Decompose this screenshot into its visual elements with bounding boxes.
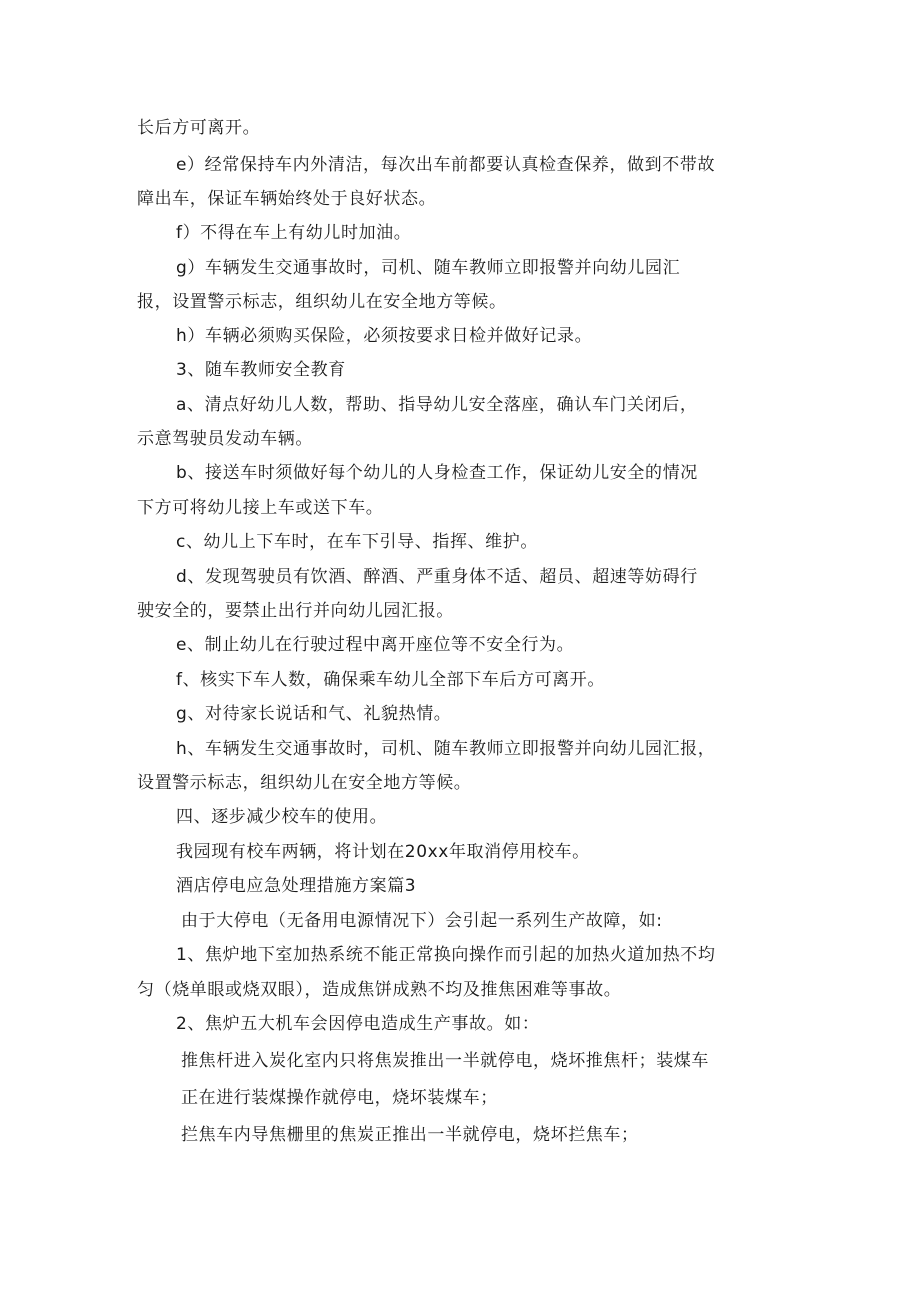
text-line: 驶安全的，要禁止出行并向幼儿园汇报。	[137, 601, 454, 621]
section-heading: 酒店停电应急处理措施方案篇3	[176, 876, 417, 896]
text-line: c、幼儿上下车时，在车下引导、指挥、维护。	[176, 532, 538, 552]
text-line: g）车辆发生交通事故时，司机、随车教师立即报警并向幼儿园汇	[176, 258, 681, 278]
text-line: 推焦杆进入炭化室内只将焦炭推出一半就停电，烧坏推焦杆；装煤车	[181, 1051, 709, 1071]
text-line: 由于大停电（无备用电源情况下）会引起一系列生产故障，如:	[181, 911, 663, 931]
text-line: f）不得在车上有幼儿时加油。	[176, 223, 412, 243]
text-line: 2、焦炉五大机车会因停电造成生产事故。如：	[176, 1014, 540, 1034]
text-line: d、发现驾驶员有饮酒、醉酒、严重身体不适、超员、超速等妨碍行	[176, 567, 698, 587]
text-line: 拦焦车内导焦栅里的焦炭正推出一半就停电，烧坏拦焦车；	[181, 1125, 639, 1145]
text-line: 1、焦炉地下室加热系统不能正常换向操作而引起的加热火道加热不均	[176, 945, 716, 965]
text-line: e、制止幼儿在行驶过程中离开座位等不安全行为。	[176, 635, 575, 655]
text-line: 示意驾驶员发动车辆。	[137, 429, 313, 449]
text-line: 匀（烧单眼或烧双眼），造成焦饼成熟不均及推焦困难等事故。	[137, 980, 622, 1000]
text-line: h）车辆必须购买保险，必须按要求日检并做好记录。	[176, 326, 593, 346]
text-line: b、接送车时须做好每个幼儿的人身检查工作，保证幼儿安全的情况	[176, 463, 698, 483]
text-line: h、车辆发生交通事故时，司机、随车教师立即报警并向幼儿园汇报，	[176, 739, 716, 759]
text-line: g、对待家长说话和气、礼貌热情。	[176, 704, 452, 724]
text-line: 正在进行装煤操作就停电，烧坏装煤车；	[181, 1088, 498, 1108]
text-line: a、清点好幼儿人数，帮助、指导幼儿安全落座，确认车门关闭后，	[176, 395, 698, 415]
text-line: 障出车，保证车辆始终处于良好状态。	[137, 189, 437, 209]
text-line: 设置警示标志，组织幼儿在安全地方等候。	[137, 773, 472, 793]
text-line: f、核实下车人数，确保乘车幼儿全部下车后方可离开。	[176, 670, 605, 690]
text-line: 3、随车教师安全教育	[176, 360, 346, 380]
text-line: 长后方可离开。	[137, 118, 261, 138]
text-line: 我园现有校车两辆，将计划在20xx年取消停用校车。	[176, 842, 590, 862]
text-line: 四、逐步减少校车的使用。	[176, 807, 388, 827]
text-line: e）经常保持车内外清洁，每次出车前都要认真检查保养，做到不带故	[176, 155, 716, 175]
text-line: 下方可将幼儿接上车或送下车。	[137, 498, 384, 518]
text-line: 报，设置警示标志，组织幼儿在安全地方等候。	[137, 292, 507, 312]
